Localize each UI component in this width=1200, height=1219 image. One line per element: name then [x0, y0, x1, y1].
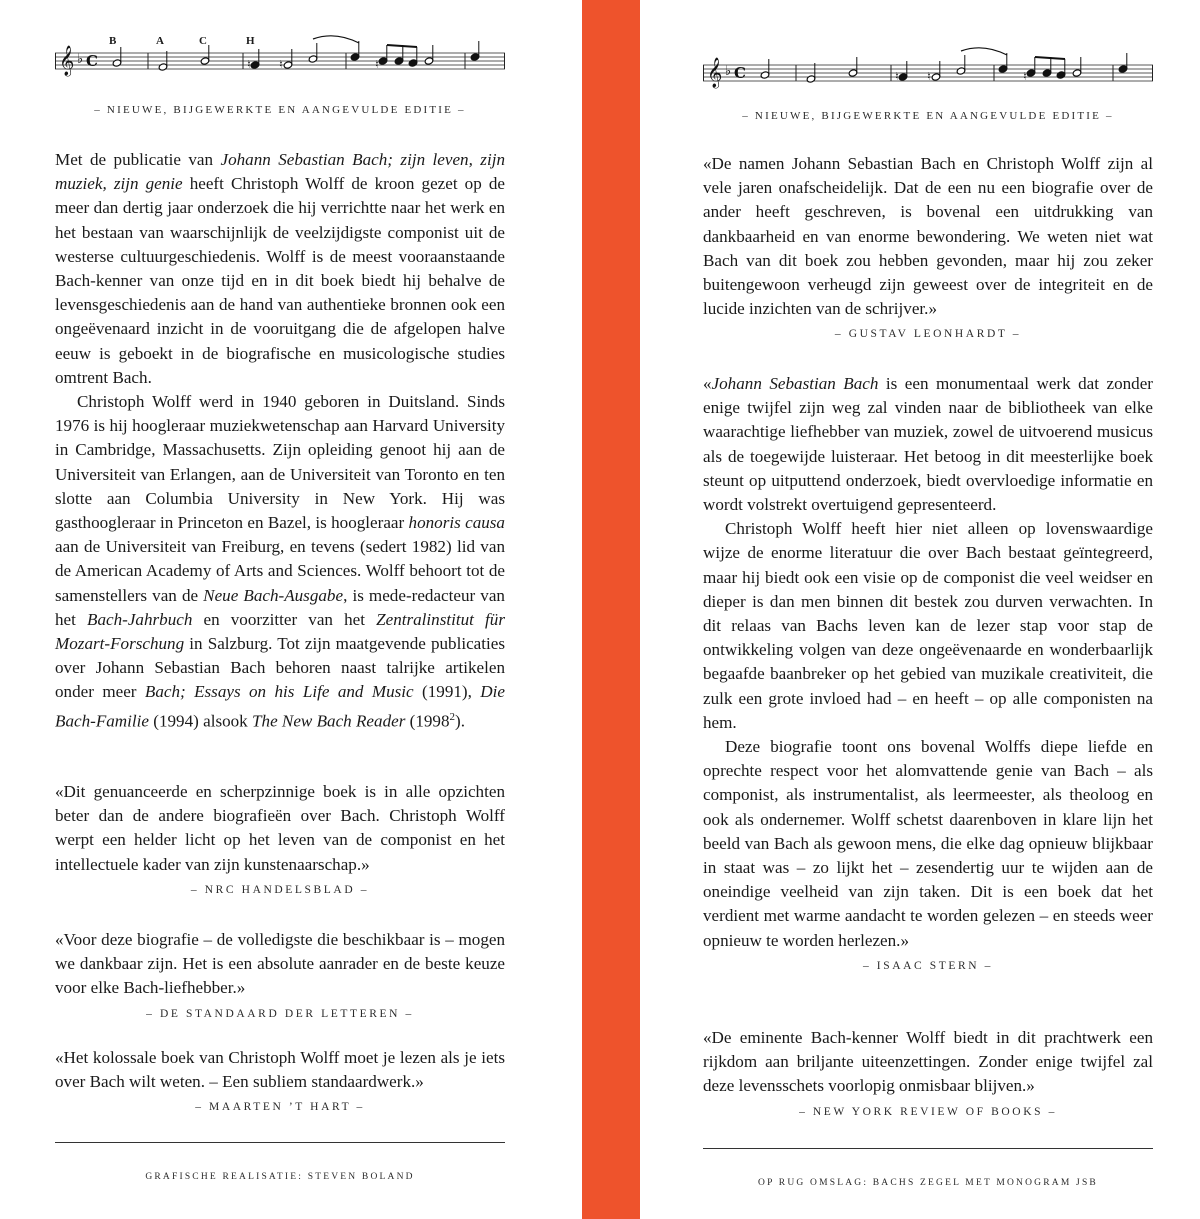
- divider: [703, 1148, 1153, 1149]
- quote-source: – MAARTEN ’T HART –: [195, 1101, 365, 1114]
- text-run: en voorzitter van het: [192, 609, 377, 629]
- book-spine: [582, 0, 640, 1219]
- quote-text: [703, 152, 1153, 321]
- superscript: 2: [449, 710, 456, 723]
- bach-motif-staff: [55, 33, 505, 93]
- italic-title: The New Bach Reader: [252, 711, 406, 731]
- text-run: Deze biografie toont ons bovenal Wolffs diepe liefde en oprechte respect voor het alomvattende genie van Bach – als componist, als instrumentalist, als leermeester, als theoloog en ook als ondernemer. Wolff schetst daarenboven in klare lijn het beeld van Bach als gewoon mens, die elke dag opnieuw blijkbaar in staat was – zo lijkt het – zesendertig uur te wijden aan de oneindige veelheid van zijn taken. Dit is een boek dat het verdient met warme aandacht te worden gelezen – en steeds weer opnieuw te worden herlezen.»: [703, 737, 1153, 950]
- text-run: (1994) alsook: [148, 711, 253, 731]
- review-quote: [55, 928, 505, 1025]
- beam: [387, 45, 417, 47]
- quote-source: – NRC HANDELSBLAD –: [190, 883, 370, 896]
- divider: [55, 1142, 505, 1143]
- text-run: heeft Christoph Wolff de kroon gezet op de meer dan dertig jaar onderzoek die hij verrichtte naar het werk en het bestaan van waarschijnlijk de veelzijdigste componist uit de westerse cultuurgeschiedenis. Wolff is de meest vooraanstaande Bach-kenner van onze tijd en in dit boek biedt hij behalve de levensgeschiedenis aan de hand van authentieke bronnen ook een ongeëvenaard inzicht in de vooruitgang die de afgelopen halve eeuw is geboekt in de biografische en musicologische studies omtrent Bach.: [55, 174, 505, 387]
- natural-icon: ♮: [1023, 70, 1027, 83]
- note-letter-h: H: [246, 35, 255, 47]
- quote-text: «Voor deze biografie – de volledigste die beschikbaar is – mogen we dankbaar zijn. Het is een absolute aanrader en de beste keuze voor elke Bach-liefhebber.»: [55, 930, 505, 998]
- text-run: Met de publicatie van: [55, 150, 221, 169]
- bio-paragraph: [55, 390, 505, 734]
- italic-title: Neue Bach-Ausgabe: [203, 585, 344, 605]
- flat-icon: ♭: [725, 64, 732, 79]
- back-cover-note: OP RUG OMSLAG: BACHS ZEGEL MET MONOGRAM JSB: [758, 1178, 1098, 1188]
- quote-text: «Het kolossale boek van Christoph Wolff moet je lezen als je iets over Bach wilt weten. – Een subliem standaardwerk.»: [55, 1048, 505, 1092]
- text-run: , is mede-redacteur van het: [55, 585, 505, 629]
- text-run: aan de Universiteit van Freiburg, en tevens (sedert 1982) lid van de American Academy of Arts and Sciences. Wolff behoort tot de samenstellers van de: [55, 537, 505, 605]
- review-quote: [703, 152, 1153, 345]
- bach-motif-staff: [703, 45, 1153, 105]
- natural-icon: ♮: [375, 58, 379, 71]
- quote-text: [703, 1026, 1153, 1099]
- italic-title: Johann Sebastian Bach; zijn leven, zijn muziek, zijn genie: [55, 150, 506, 194]
- italic-title: Johann Sebastian Bach: [711, 374, 879, 393]
- review-quote: [703, 372, 1153, 977]
- italic-title: Bach-Jahrbuch: [87, 609, 193, 629]
- quote-source: – NEW YORK REVIEW OF BOOKS –: [799, 1105, 1057, 1118]
- italic-title: Bach; Essays on his Life and Music: [144, 682, 414, 702]
- text-run: is een monumentaal werk dat zonder enige twijfel zijn weg zal vinden naar de bibliotheek van elke waarachtige liefhebber van muziek, zowel de uitvoerend musicus als de toegewijde luisteraar. Het betoog in dit meesterlijke boek steunt op uitputtend onderzoek, biedt overvloedige informatie en wordt volstrekt overtuigend gepresenteerd.: [703, 374, 1153, 515]
- text-run: (1991),: [413, 682, 481, 702]
- author-bio: [55, 148, 505, 734]
- natural-icon: ♮: [279, 58, 283, 71]
- text-run: «De eminente Bach-kenner Wolff biedt in dit prachtwerk een rijkdom aan briljante uiteenzettingen. Zonder enige twijfel zal deze levensschets voorlopig onmisbaar blijven.»: [703, 1028, 1153, 1096]
- music-staff-icon: [703, 45, 1153, 105]
- italic-title: Die Bach-Familie: [55, 682, 505, 731]
- treble-clef-icon: 𝄞: [59, 46, 75, 76]
- text-run: «: [703, 374, 712, 393]
- italic-title: Zentralinstitut für Mozart-Forschung: [55, 609, 505, 654]
- bio-paragraph: [55, 148, 505, 390]
- note-letter-b: B: [109, 35, 117, 47]
- italic-title: honoris causa: [408, 513, 505, 533]
- beam: [1035, 57, 1065, 59]
- quote-paragraph: [703, 372, 1153, 517]
- text-run: (1998: [405, 711, 450, 731]
- music-staff-icon: [55, 33, 505, 93]
- common-time-icon: C: [86, 52, 98, 70]
- natural-icon: ♮: [895, 70, 899, 83]
- design-credit: GRAFISCHE REALISATIE: STEVEN BOLAND: [145, 1172, 415, 1182]
- note-letter-c: C: [199, 35, 207, 47]
- review-quote: [55, 1046, 505, 1118]
- tie-icon: [313, 36, 359, 43]
- text-run: «De namen Johann Sebastian Bach en Christoph Wolff zijn al vele jaren onafscheidelijk. Dat de een nu een biografie over de ander heeft geschreven, is bovenal een uitdrukking van dankbaarheid en van enorme bewondering. We weten niet wat Bach van dit boek zou hebben gevonden, maar hij zou zeker buitengewoon verheugd zijn geweest over de integriteit en de lucide inzichten van de schrijver.»: [703, 154, 1153, 319]
- quote-source: – DE STANDAARD DER LETTEREN –: [146, 1007, 414, 1020]
- edition-subtitle: – NIEUWE, BIJGEWERKTE EN AANGEVULDE EDITIE –: [742, 110, 1114, 122]
- review-quote: [55, 780, 505, 901]
- quote-text: «Dit genuanceerde en scherpzinnige boek is in alle opzichten beter dan de andere biografieën over Bach. Christoph Wolff werpt een helder licht op het leven van de componist en het intellectuele kader van zijn kunstenaarschap.»: [55, 782, 505, 874]
- quote-paragraph: [703, 735, 1153, 953]
- natural-icon: ♮: [927, 70, 931, 83]
- natural-icon: ♮: [247, 58, 251, 71]
- quote-source: – ISAAC STERN –: [862, 959, 994, 972]
- quote-paragraph: [703, 517, 1153, 735]
- note-letter-a: A: [156, 35, 164, 47]
- text-run: in Salzburg. Tot zijn maatgevende publicaties over Johann Sebastian Bach behoren naast talrijke artikelen onder meer: [55, 634, 505, 702]
- quote-source: – GUSTAV LEONHARDT –: [834, 328, 1022, 341]
- review-quote: [703, 1026, 1153, 1123]
- edition-subtitle: – NIEUWE, BIJGEWERKTE EN AANGEVULDE EDITIE –: [94, 104, 466, 116]
- treble-clef-icon: 𝄞: [707, 58, 723, 88]
- tie-icon: [961, 48, 1007, 55]
- text-run: ).: [455, 711, 465, 731]
- text-run: Christoph Wolff werd in 1940 geboren in Duitsland. Sinds 1976 is hij hoogleraar muziekwetenschap aan Harvard University in Cambridge, Massachusetts. Zijn opleiding genoot hij aan de Universiteit van Erlangen, aan de Universiteit van Toronto en ten slotte aan Columbia University in New York. Hij was gasthoogleraar in Princeton en Bazel, is hoogleraar: [55, 392, 505, 533]
- flat-icon: ♭: [77, 52, 84, 67]
- common-time-icon: C: [734, 64, 746, 82]
- text-run: Christoph Wolff heeft hier niet alleen op lovenswaardige wijze de enorme literatuur die over Bach bestaat geïntegreerd, maar hij biedt ook een visie op de componist die veel weidser en dieper is dan men binnen dit bestek zou durven verwachten. In dit relaas van Bachs leven kan de lezer stap voor stap de ontwikkeling volgen van deze ongeëvenaarde en wonderbaarlijk begaafde baanbreker op het gebied van muzikale creativiteit, die zulk een grote invloed had – en heeft – op alle componisten na hem.: [703, 519, 1153, 732]
